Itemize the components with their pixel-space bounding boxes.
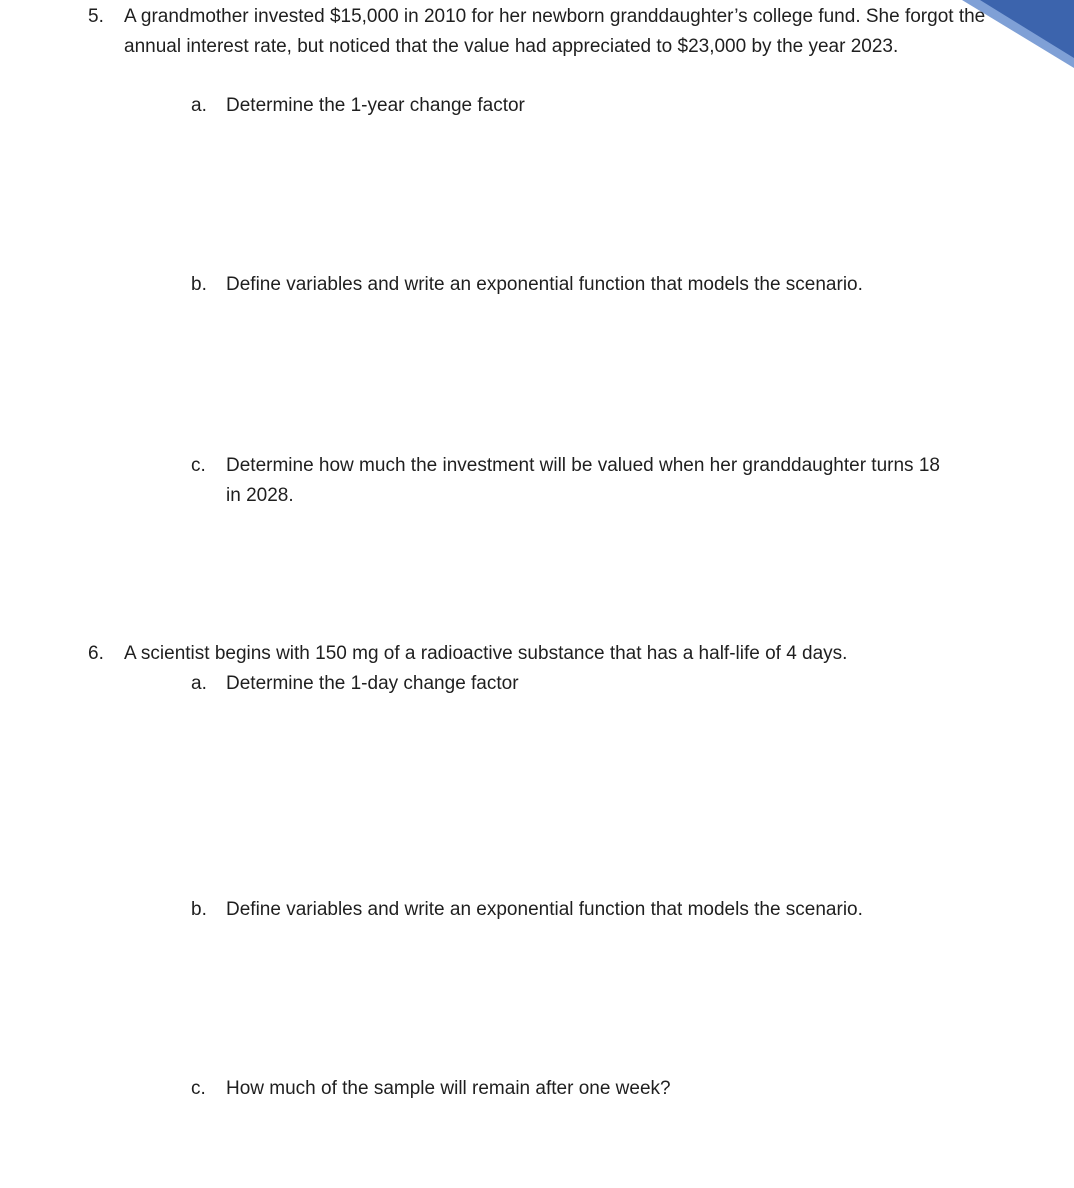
problem-number: 6. [88, 643, 104, 664]
part-text: Define variables and write an exponential function that models the scenario. [226, 274, 863, 295]
part-label: c. [191, 1078, 206, 1099]
part-text: How much of the sample will remain after one week? [226, 1078, 671, 1099]
part-text: Determine the 1-day change factor [226, 673, 519, 694]
part-text: Define variables and write an exponential function that models the scenario. [226, 899, 863, 920]
part-label: a. [191, 95, 207, 116]
part-text: Determine the 1-year change factor [226, 95, 525, 116]
problem-text: A scientist begins with 150 mg of a radioactive substance that has a half-life of 4 days. [124, 643, 848, 664]
part-text: Determine how much the investment will be valued when her granddaughter turns 18 in 2028. [226, 455, 940, 506]
problem-text: A grandmother invested $15,000 in 2010 for her newborn granddaughter’s college fund. She forgot the annual interest rate, but noticed that the value had appreciated to $23,000 by the year 2023. [124, 6, 986, 57]
part-label: c. [191, 455, 206, 476]
part-label: b. [191, 899, 207, 920]
problem-number: 5. [88, 6, 104, 27]
part-label: a. [191, 673, 207, 694]
part-label: b. [191, 274, 207, 295]
